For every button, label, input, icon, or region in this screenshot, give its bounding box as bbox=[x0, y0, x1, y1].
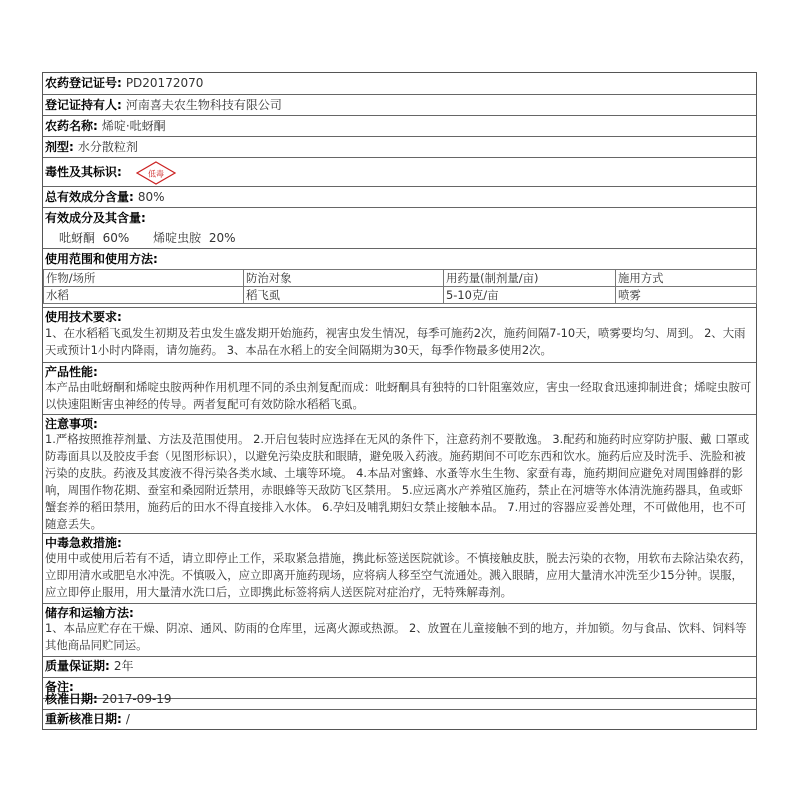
table-row bbox=[44, 287, 757, 304]
technique-label-row bbox=[43, 307, 756, 327]
registration-number-label: 农药登记证号: bbox=[45, 76, 122, 90]
storage-label: 储存和运输方法: bbox=[45, 606, 134, 620]
reapproval-date-row bbox=[43, 709, 756, 729]
ingredient-name: 烯啶虫胺 bbox=[153, 231, 202, 245]
precautions-label: 注意事项: bbox=[45, 417, 98, 431]
ingredients-label-row bbox=[43, 208, 756, 228]
shelf-life-row bbox=[43, 656, 756, 676]
holder-row bbox=[43, 95, 756, 115]
registration-number-row bbox=[43, 73, 756, 93]
total-content-value: 80% bbox=[137, 190, 165, 204]
performance-text: 本产品由吡蚜酮和烯啶虫胺两种作用机理不同的杀虫剂复配而成：吡蚜酮具有独特的口针阻塞效应，害虫一经取食迅速抑制进食；烯啶虫胺可以快速阻断害虫神经的传导。两者复配可有效防除水稻稻飞虱。 bbox=[45, 380, 752, 411]
shelf-life-label: 质量保证期: bbox=[45, 659, 110, 673]
pesticide-name-value: 烯啶·吡蚜酮 bbox=[101, 119, 166, 133]
usage-cell-dosage: 5-10克/亩 bbox=[444, 287, 616, 304]
remarks-label: 备注: bbox=[45, 680, 74, 694]
ingredients-list bbox=[43, 228, 772, 248]
usage-header-cell: 防治对象 bbox=[244, 270, 444, 287]
formulation-label: 剂型: bbox=[45, 140, 74, 154]
usage-header-cell: 作物/场所 bbox=[44, 270, 244, 287]
ingredient-item bbox=[153, 231, 235, 245]
total-content-row bbox=[43, 187, 756, 207]
shelf-life-value: 2年 bbox=[113, 659, 134, 673]
usage-table bbox=[43, 269, 757, 304]
precautions-text: 1.严格按照推荐剂量、方法及范围使用。 2.开启包装时应选择在无风的条件下，注意药剂不要散逸。 3.配药和施药时应穿防护服、戴 口罩或防毒面具以及胶皮手套（见图形标识），以避免污染皮肤和眼睛，避免吸入药液。施药期间不可吃东西和饮水。施药后应及时洗手、洗脸和被污染的皮肤。药液及其废液不得污染各类水域、土壤等环境。 4.本品对蜜蜂、水蚤等水生生物、家蚕有毒，施药期间应避免对周围蜂群的影响，周围作物花期、蚕室和桑园附近禁用，赤眼蜂等天敌防飞区禁用。 5.应远离水产养殖区施药，禁止在河塘等水体清洗施药器具，鱼或虾蟹套养的稻田禁用，施药后的田水不得直接排入水体。 6.孕妇及哺乳期妇女禁止接触本品。 7.用过的容器应妥善处理，不可做他用，也不可随意丢失。 bbox=[45, 432, 750, 531]
formulation-value: 水分散粒剂 bbox=[77, 140, 138, 154]
holder-value: 河南喜夫农生物科技有限公司 bbox=[125, 98, 282, 112]
pesticide-name-label: 农药名称: bbox=[45, 119, 98, 133]
approval-date-label: 核准日期: bbox=[45, 692, 98, 706]
performance-label: 产品性能: bbox=[45, 365, 98, 379]
seal-text: 低毒 bbox=[147, 169, 164, 178]
usage-header-cell: 用药量(制剂量/亩) bbox=[444, 270, 616, 287]
reapproval-date-label: 重新核准日期: bbox=[45, 712, 122, 726]
pesticide-name-row bbox=[43, 116, 756, 136]
low-toxicity-seal-icon bbox=[136, 161, 176, 185]
ingredient-amount: 60% bbox=[102, 231, 130, 245]
usage-header-cell: 施用方式 bbox=[616, 270, 757, 287]
first-aid-text: 使用中或使用后若有不适，请立即停止工作，采取紧急措施，携此标签送医院就诊。不慎接触皮肤，脱去污染的衣物，用软布去除沾染农药，立即用清水或肥皂水冲洗。不慎吸入，应立即离开施药现场，应将病人移至空气流通处。溅入眼睛，应用大量清水冲洗至少15分钟。误服，应立即停止服用，用大量清水洗口后，立即携此标签将病人送医院对症治疗，无特殊解毒剂。 bbox=[45, 551, 752, 599]
holder-label: 登记证持有人: bbox=[45, 98, 122, 112]
usage-label-row bbox=[43, 249, 756, 269]
reapproval-date-value: / bbox=[125, 712, 130, 726]
ingredients-label: 有效成分及其含量: bbox=[45, 211, 146, 225]
total-content-label: 总有效成分含量: bbox=[45, 190, 134, 204]
technique-text: 1、在水稻稻飞虱发生初期及若虫发生盛发期开始施药，视害虫发生情况，每季可施药2次，施药间隔7-10天，喷雾要均匀、周到。 2、大雨天或预计1小时内降雨，请勿施药。 3、本品在水稻上的安全间隔期为30天，每季作物最多使用2次。 bbox=[45, 326, 746, 357]
formulation-row bbox=[43, 137, 756, 157]
storage-text: 1、本品应贮存在干燥、阴凉、通风、防雨的仓库里，远离火源或热源。 2、放置在儿童接触不到的地方，并加锁。勿与食品、饮料、饲料等其他商品同贮同运。 bbox=[45, 621, 747, 652]
usage-table-header bbox=[44, 270, 757, 287]
toxicity-row bbox=[43, 158, 756, 186]
usage-cell-crop: 水稻 bbox=[44, 287, 244, 304]
registration-number-value: PD20172070 bbox=[125, 76, 204, 90]
usage-cell-method: 喷雾 bbox=[616, 287, 757, 304]
toxicity-label: 毒性及其标识: bbox=[45, 165, 122, 179]
ingredient-amount: 20% bbox=[208, 231, 236, 245]
usage-label: 使用范围和使用方法: bbox=[45, 252, 158, 266]
first-aid-label: 中毒急救措施: bbox=[45, 536, 122, 550]
technique-label: 使用技术要求: bbox=[45, 310, 122, 324]
pesticide-label-document bbox=[42, 72, 757, 730]
ingredient-item bbox=[59, 231, 129, 245]
approval-date-value: 2017-09-19 bbox=[101, 692, 172, 706]
approval-date-row bbox=[43, 689, 756, 709]
ingredient-name: 吡蚜酮 bbox=[59, 231, 96, 245]
usage-cell-target: 稻飞虱 bbox=[244, 287, 444, 304]
